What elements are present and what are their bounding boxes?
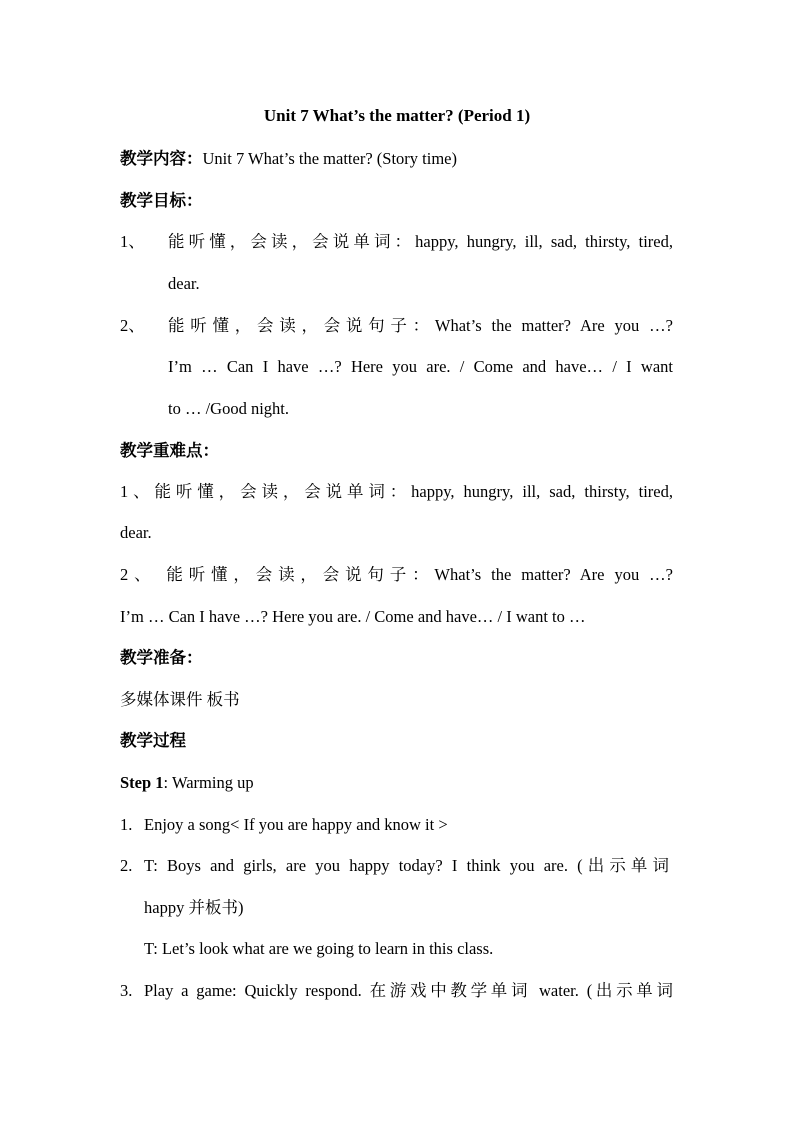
- objective-2-line-2: I’m … Can I have …? Here you are. / Come and have… / I want: [168, 357, 673, 376]
- document-title: Unit 7 What’s the matter? (Period 1): [263, 106, 531, 125]
- objectives-heading: 教学目标：: [120, 191, 203, 210]
- objective-1-line-2: dear.: [168, 274, 200, 293]
- key-point-1-line-1: 1、能听懂，会读，会说单词：happy, hungry, ill, sad, thirsty, tired,: [120, 482, 673, 501]
- objective-2-line-3: to … /Good night.: [168, 399, 290, 418]
- key-point-2-line-1: 2、 能听懂，会读，会说句子：What’s the matter? Are you …?: [120, 565, 673, 584]
- step-1-text: : Warming up: [163, 773, 254, 792]
- process-item-2-line-2: happy 并板书): [144, 898, 244, 917]
- process-heading: 教学过程: [120, 731, 186, 750]
- process-item-1-number: 1.: [120, 815, 133, 834]
- key-point-2-line-2: I’m … Can I have …? Here you are. / Come and have… / I want to …: [120, 607, 586, 626]
- step-1-line: [120, 773, 254, 793]
- process-item-2-number: 2.: [120, 856, 133, 875]
- preparation-text: 多媒体课件 板书: [120, 690, 240, 709]
- content-label: 教学内容：: [120, 149, 203, 168]
- objective-2-number: 2、: [120, 316, 145, 335]
- preparation-heading: 教学准备：: [120, 648, 203, 667]
- process-item-2-line-1: T: Boys and girls, are you happy today? I think you are. (出示单词: [144, 856, 669, 875]
- process-item-3-line-1: Play a game: Quickly respond. 在游戏中教学单词 water. (出示单词: [144, 981, 673, 1000]
- content-text: Unit 7 What’s the matter? (Story time): [202, 149, 457, 168]
- process-item-2-line-3: T: Let’s look what are we going to learn in this class.: [144, 939, 494, 958]
- process-item-3-number: 3.: [120, 981, 133, 1000]
- step-1-label: Step 1: [120, 773, 164, 792]
- objective-1-line-1: 能听懂，会读，会说单词：happy, hungry, ill, sad, thirsty, tired,: [168, 232, 673, 251]
- key-points-heading: 教学重难点：: [120, 441, 219, 460]
- objective-1-number: 1、: [120, 232, 145, 251]
- objective-2-line-1: 能听懂，会读，会说句子：What’s the matter? Are you …?: [168, 316, 673, 335]
- process-item-1-line-1: Enjoy a song< If you are happy and know it >: [144, 815, 448, 834]
- key-point-1-line-2: dear.: [120, 523, 152, 542]
- content-line: [120, 149, 457, 169]
